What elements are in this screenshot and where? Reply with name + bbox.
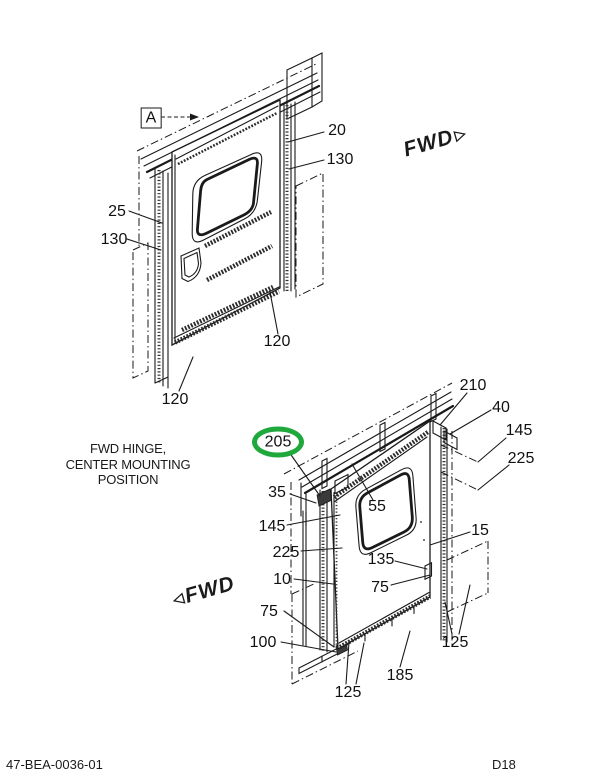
- callout-10: 10: [273, 571, 291, 588]
- callout-120: 120: [263, 333, 291, 350]
- callout-125: 125: [334, 684, 362, 701]
- fwd-label: FWD: [182, 571, 238, 608]
- callout-75: 75: [260, 603, 278, 620]
- callout-185: 185: [386, 667, 414, 684]
- callout-130: 130: [326, 151, 354, 168]
- callout-205: 205: [252, 427, 304, 458]
- callout-40: 40: [492, 399, 510, 416]
- callout-225: 225: [507, 450, 535, 467]
- callout-15: 15: [471, 522, 489, 539]
- callout-25: 25: [108, 203, 126, 220]
- fwd-arrow-left-icon: ◁: [170, 588, 187, 608]
- caption-line: FWD HINGE,: [90, 441, 166, 456]
- view-b-caption: [52, 441, 204, 488]
- document-number: 47-BEA-0036-01: [6, 757, 103, 772]
- fwd-arrow-right-icon: ▷: [452, 124, 469, 144]
- callout-20: 20: [328, 122, 346, 139]
- callout-145: 145: [505, 422, 533, 439]
- callout-100: 100: [249, 634, 277, 651]
- callout-225: 225: [272, 544, 300, 561]
- callout-125: 125: [441, 634, 469, 651]
- callout-130: 130: [100, 231, 128, 248]
- callout-75: 75: [371, 579, 389, 596]
- fwd-label: FWD: [400, 125, 457, 162]
- callout-35: 35: [268, 484, 286, 501]
- caption-line: POSITION: [97, 472, 159, 487]
- callout-55: 55: [368, 498, 386, 515]
- callout-120: 120: [161, 391, 189, 408]
- caption-line: CENTER MOUNTING: [65, 456, 191, 472]
- callout-210: 210: [459, 377, 487, 394]
- page-code: D18: [492, 757, 516, 772]
- callout-135: 135: [367, 551, 395, 568]
- callout-a: A: [141, 108, 162, 129]
- callout-145: 145: [258, 518, 286, 535]
